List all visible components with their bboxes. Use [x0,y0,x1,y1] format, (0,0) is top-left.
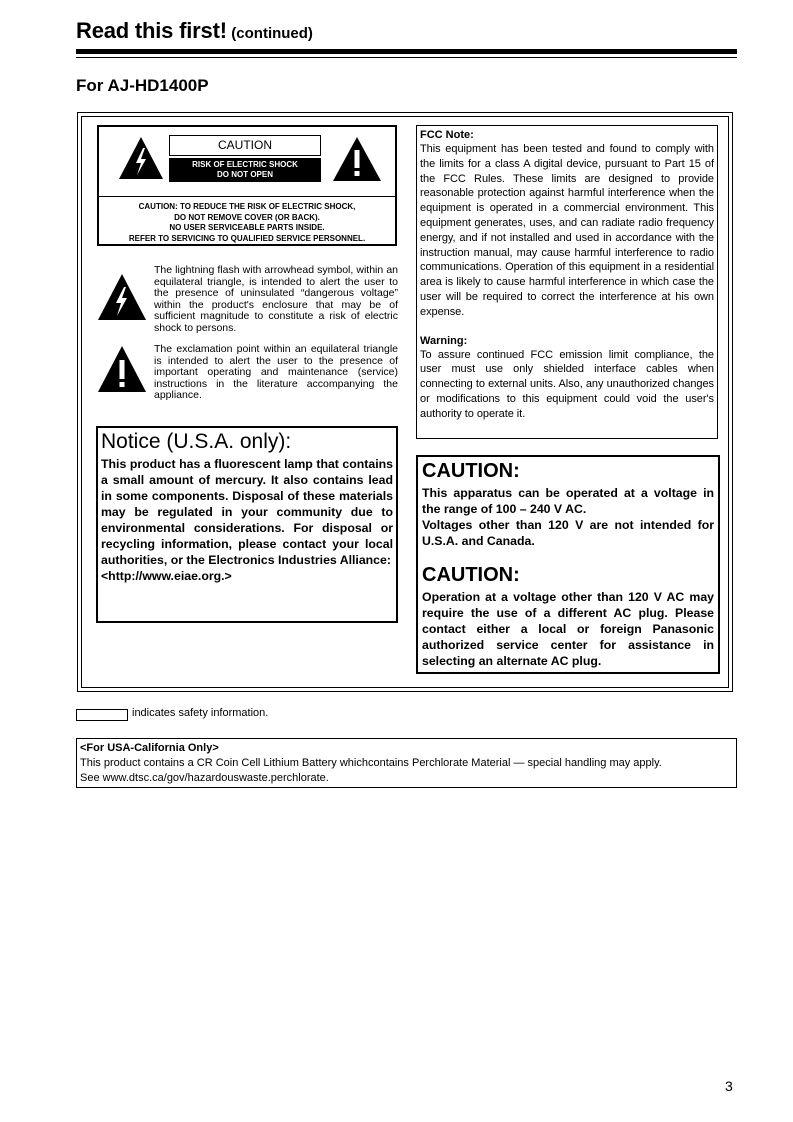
exclamation-explanation: The exclamation point within an equilateral triangle is intended to alert the user to the presence of important operating and maintenance (service) instructions in the literature accompanying the appliance. [154,343,398,402]
caution-label-title: CAUTION [169,135,321,156]
caution-voltage-note: Voltages other than 120 V are not intended for U.S.A. and Canada. [422,518,714,548]
notice-title: Notice (U.S.A. only): [101,430,292,453]
caution-label [97,125,397,246]
exclamation-symbol-icon [96,344,148,394]
caution-heading-2: CAUTION: [422,564,520,586]
notice-text: This product has a fluorescent lamp that contains a small amount of mercury. It also contains lead in some components. Disposal of these materials may be regulated in your community due to environmental considerations. For disposal or recycling information, please contact your local authorities, or the Electronics Industries Alliance: [101,457,393,567]
caution-heading-1: CAUTION: [422,460,520,482]
page-title: Read this first! [76,18,227,43]
caution-box [416,455,720,674]
page-header [76,18,737,44]
lightning-symbol-icon [96,272,148,322]
model-heading: For AJ-HD1400P [76,76,209,95]
california-line-1: This product contains a CR Coin Cell Lithium Battery whichcontains Perchlorate Material — special handling may apply. [80,757,662,769]
risk-line-2: DO NOT OPEN [216,170,273,179]
fcc-warning-heading: Warning: [420,334,468,347]
fcc-note-heading: FCC Note: [420,129,474,141]
fcc-box [416,125,718,439]
california-line-2: See www.dtsc.ca/gov/hazardouswaste.perchlorate. [80,772,329,784]
warn-line-4: REFER TO SERVICING TO QUALIFIED SERVICE PERSONNEL. [128,233,366,243]
caution-label-warning [99,202,395,244]
warn-line-1: CAUTION: TO REDUCE THE RISK OF ELECTRIC SHOCK, [138,202,356,211]
warn-line-2: DO NOT REMOVE COVER (OR BACK). [174,212,320,222]
notice-url: <http://www.eiae.org.> [101,569,232,583]
exclamation-warning-icon [331,135,383,183]
lightning-explanation: The lightning flash with arrowhead symbol, within an equilateral triangle, is intended to alert the user to the presence of uninsulated “dangerous voltage” within the product's enclosure that may be of sufficient magnitude to constitute a risk of electric shock to persons. [154,264,398,334]
header-rule [76,49,737,54]
risk-line-1: RISK OF ELECTRIC SHOCK [192,160,298,169]
safety-note: indicates safety information. [132,707,269,719]
caution-ac-plug: Operation at a voltage other than 120 V AC may require the use of a different AC plug. Please contact either a local or foreign Panasonic authorized service center for assistance in selecting an alternate AC plug. [422,590,714,668]
fcc-warning-body: To assure continued FCC emission limit compliance, the user must use only shielded interface cables when connecting to external units. Also, any unauthorized changes or modifications to this equipment could void the user's authority to operate it. [420,348,714,420]
caution-label-risk [169,158,321,182]
caution-label-top [99,127,395,197]
caution-voltage-range: This apparatus can be operated at a voltage in the range of 100 – 240 V AC. [422,486,714,516]
safety-indicator-box [76,709,128,721]
notice-box [96,426,398,623]
fcc-note-body: This equipment has been tested and found to comply with the limits for a class A digital device, pursuant to Part 15 of the FCC Rules. These limits are designed to provide reasonable protection against harmful interference when the equipment is operated in a commercial environment. This equipment generates, uses, and can radiate radio frequency energy, and if not installed and used in accordance with the instruction manual, may cause harmful interference to radio communications. Operation of this equipment in a residential area is likely to cause harmful interference in which case the user will be required to correct the interference at his own expense. [420,143,714,318]
california-heading: <For USA-California Only> [80,742,219,754]
lightning-warning-icon [117,135,165,181]
warn-line-3: NO USER SERVICEABLE PARTS INSIDE. [169,223,325,232]
header-rule-thin [76,57,737,58]
notice-body [101,456,393,584]
california-box [76,738,737,788]
page-subtitle: (continued) [231,25,313,42]
page-number: 3 [725,1078,733,1094]
